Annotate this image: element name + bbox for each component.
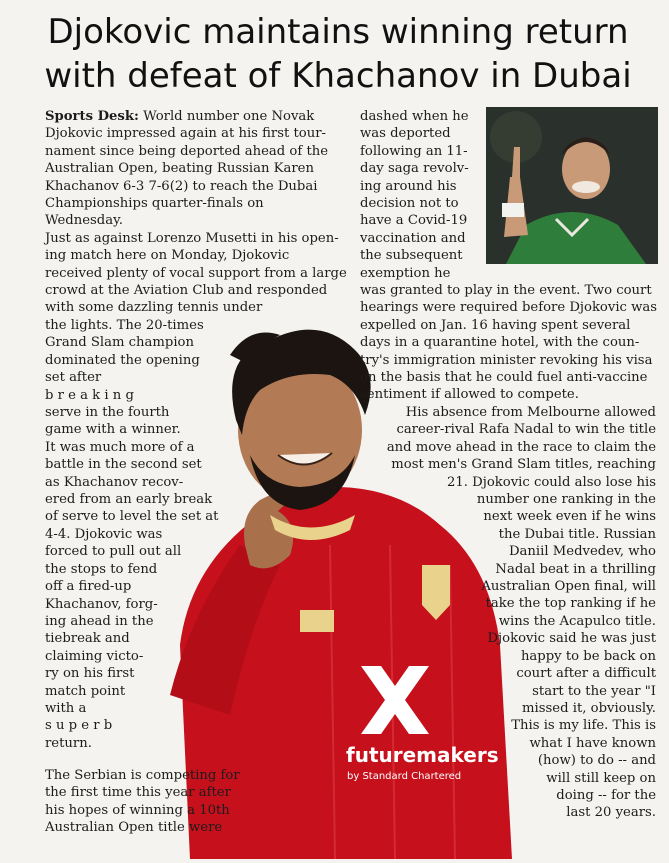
text-line: b r e a k i n g	[45, 387, 134, 403]
text-line: and move ahead in the race to claim the	[386, 439, 656, 455]
text-line: Grand Slam champion	[45, 335, 194, 351]
text-line: (how) to do -- and	[537, 753, 656, 769]
headline-line-1: Djokovic maintains winning return	[47, 12, 629, 52]
text-line: most men's Grand Slam titles, reaching	[391, 457, 656, 473]
text-line: his hopes of winning a 10th	[45, 802, 230, 818]
col1-bottom	[45, 767, 245, 837]
text-line: World number one Novak	[143, 109, 315, 124]
text-line: on the basis that he could fuel anti-vaccine	[360, 370, 648, 386]
text-line: set after	[45, 370, 102, 386]
text-line: return.	[45, 735, 92, 751]
text-line: the Dubai title. Russian	[498, 526, 656, 542]
text-line: of serve to level the set at	[45, 509, 219, 525]
text-line: court after a difficult	[516, 666, 656, 682]
col2-mid	[360, 282, 656, 404]
text-line: Nadal beat in a thrilling	[495, 561, 656, 577]
djokovic-figure	[486, 107, 658, 264]
byline: Sports Desk:	[45, 109, 139, 124]
text-line: ing ahead in the	[45, 613, 154, 629]
text-line: exemption he	[360, 265, 451, 281]
text-line: Wednesday.	[45, 213, 123, 229]
col1-wrap	[45, 317, 235, 752]
text-line: ry on his first	[45, 666, 135, 682]
text-line: the subsequent	[360, 248, 463, 264]
text-line: the stops to fend	[45, 561, 158, 577]
text-line: happy to be back on	[520, 648, 656, 664]
text-line: try's immigration minister revoking his visa	[360, 352, 653, 368]
text-line: Just as against Lorenzo Musetti in his open-	[45, 230, 339, 246]
text-line: It was much more of a	[45, 439, 195, 455]
text-line: dominated the opening	[45, 352, 200, 368]
text-line: wins the Acapulco title.	[498, 613, 656, 629]
text-line: number one ranking in the	[476, 492, 656, 508]
text-line: hearings were required before Djokovic was	[360, 300, 658, 316]
text-line: This is my life. This is	[511, 718, 656, 734]
text-line: His absence from Melbourne allowed	[405, 405, 656, 420]
text-line: claiming victo-	[45, 648, 144, 664]
text-line: crowd at the Aviation Club and responded	[45, 283, 328, 299]
text-line: sentiment if allowed to compete.	[360, 387, 579, 403]
text-line: day saga revolv-	[360, 161, 469, 177]
text-line: as Khachanov recov-	[45, 474, 184, 490]
text-line: doing -- for the	[556, 787, 656, 803]
text-line: off a fired-up	[45, 579, 132, 595]
text-line: expelled on Jan. 16 having spent several	[360, 317, 631, 333]
text-line: career-rival Rafa Nadal to win the title	[396, 422, 656, 438]
shirt-sponsor-text: futuremakers	[346, 743, 499, 767]
text-line: vaccination and	[360, 230, 466, 246]
text-line: decision not to	[360, 196, 459, 212]
text-line: Australian Open title were	[45, 820, 223, 836]
text-line: Championships quarter-finals on	[45, 196, 264, 212]
text-line: match point	[45, 683, 126, 699]
col2-wrap	[360, 404, 656, 822]
text-line: The Serbian is competing for	[45, 768, 240, 783]
text-line: serve in the fourth	[45, 405, 170, 421]
text-line: ered from an early break	[45, 492, 213, 508]
text-line: take the top ranking if he	[485, 596, 656, 612]
col1-top	[45, 108, 350, 317]
text-line: nament since being deported ahead of the	[45, 143, 329, 159]
text-line: was granted to play in the event. Two court	[360, 283, 652, 298]
text-line: Australian Open, beating Russian Karen	[45, 161, 314, 177]
text-line: Daniil Medvedev, who	[508, 544, 656, 560]
text-line: 21. Djokovic could also lose his	[447, 474, 656, 490]
text-line: will still keep on	[546, 770, 656, 786]
text-line: the lights. The 20-times	[45, 318, 204, 333]
text-line: last 20 years.	[566, 805, 656, 821]
text-line: received plenty of vocal support from a large	[45, 265, 347, 281]
text-line: start to the year "I	[532, 683, 656, 699]
text-line: game with a winner.	[45, 422, 181, 438]
new-balance-logo	[300, 610, 334, 632]
text-line: dashed when he	[360, 109, 469, 124]
text-line: battle in the second set	[45, 457, 202, 473]
djokovic-photo	[486, 107, 658, 264]
headline-line-2: with defeat of Khachanov in Dubai	[44, 56, 632, 96]
text-line: the first time this year after	[45, 785, 231, 801]
col2-top	[360, 108, 480, 282]
text-line: Djokovic impressed again at his first tour-	[45, 126, 326, 142]
text-line: 4-4. Djokovic was	[45, 526, 163, 542]
text-line: with a	[45, 700, 87, 716]
headline	[18, 10, 658, 98]
text-line: what I have known	[529, 735, 656, 751]
text-line: days in a quarantine hotel, with the coun-	[360, 335, 640, 351]
text-line: have a Covid-19	[360, 213, 468, 229]
text-line: Khachanov 6-3 7-6(2) to reach the Dubai	[45, 178, 318, 194]
text-line: following an 11-	[360, 143, 468, 159]
text-line: with some dazzling tennis under	[45, 300, 263, 316]
shirt-sponsor-subtext: by Standard Chartered	[347, 771, 462, 782]
text-line: s u p e r b	[45, 718, 113, 734]
text-line: next week even if he wins	[483, 509, 656, 525]
text-line: forced to pull out all	[45, 544, 182, 560]
text-line: ing match here on Monday, Djokovic	[45, 248, 290, 264]
text-line: Australian Open final, will	[481, 579, 656, 595]
text-line: missed it, obviously.	[522, 700, 656, 716]
text-line: ing around his	[360, 178, 457, 194]
text-line: Djokovic said he was just	[487, 631, 656, 647]
text-line: was deported	[360, 126, 451, 142]
text-line: Khachanov, forg-	[45, 596, 158, 612]
text-line: tiebreak and	[45, 631, 130, 647]
